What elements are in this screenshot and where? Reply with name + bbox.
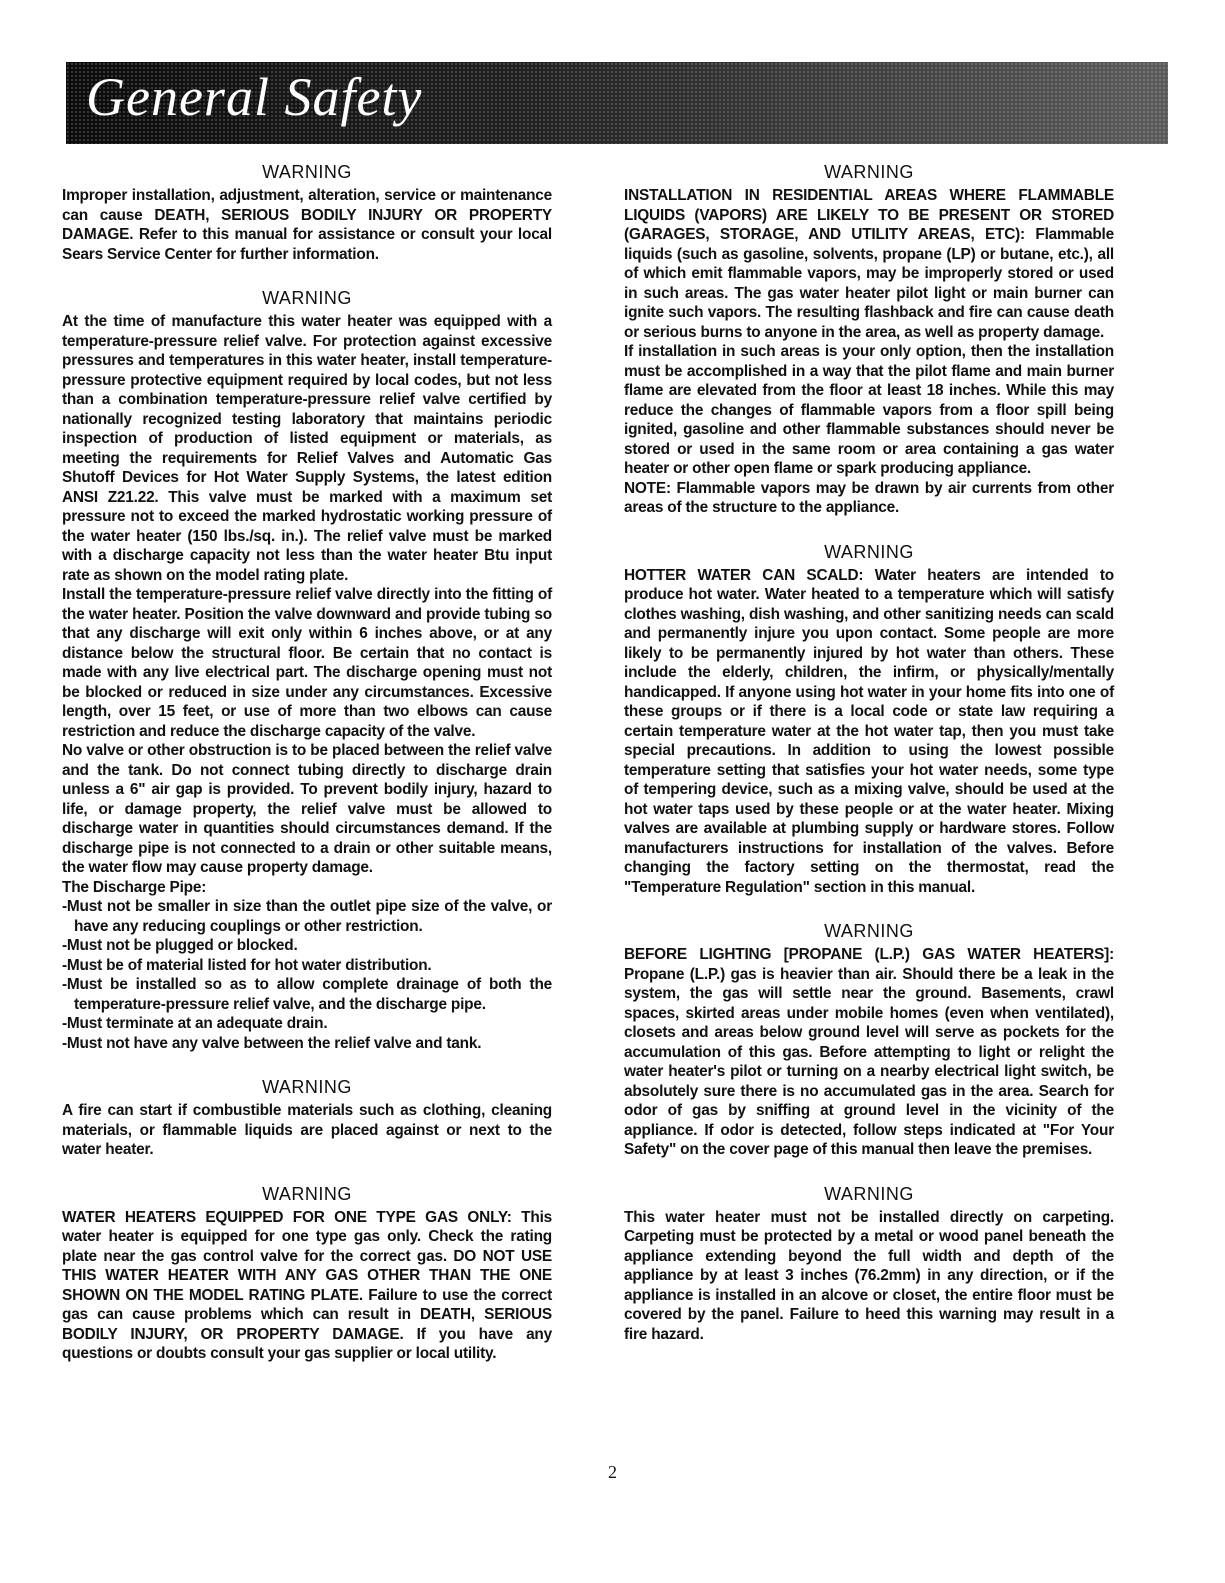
warning-text: At the time of manufacture this water heater was equipped with a temperature-pressure relief valve. For protection against excessive pressures and temperatures in this water heater, install temperature-pressure protective equipment required by local codes, but not less than a combination temperature-pressure relief valve certified by nationally recognized testing laboratory that maintains periodic inspection of production of listed equipment or materials, as meeting the requirements for Relief Valves and Automatic Gas Shutoff Devices for Hot Water Supply Systems, the latest edition ANSI Z21.22. This valve must be marked with a maximum set pressure not to exceed the marked hydrostatic working pressure of the water heater (150 lbs./sq. in.). The relief valve must be marked with a discharge capacity not less than the water heater Btu input rate as shown on the model rating plate. <box>62 313 552 584</box>
list-item: -Must terminate at an adequate drain. <box>62 1015 328 1032</box>
warning-text: WATER HEATERS EQUIPPED FOR ONE TYPE GAS ONLY: This water heater is equipped for one type gas only. Check the rating plate near the gas control valve for the correct gas. DO NOT USE THIS WATER HEATER WITH ANY GAS OTHER THAN THE ONE SHOWN ON THE MODEL RATING PLATE. Failure to use the correct gas can cause problems which can result in DEATH, SERIOUS BODILY INJURY, OR PROPERTY DAMAGE. If you have any questions or doubts consult your gas supplier or local utility. <box>62 1208 552 1362</box>
left-column <box>62 160 552 1386</box>
warning-heading: WARNING <box>824 162 914 182</box>
warning-section <box>62 286 552 1053</box>
page-title: General Safety <box>86 67 423 127</box>
warning-text: If installation in such areas is your only option, then the installation must be accomplished in a way that the pilot flame and main burner flame are elevated from the floor at least 18 inches. While this may reduce the changes of flammable vapors from a floor spill being ignited, gasoline and other flammable substances should never be stored or used in the same room or area containing a gas water heater or other open flame or spark producing appliance. <box>624 343 1114 477</box>
list-item: -Must be installed so as to allow complete drainage of both the temperature-pressure relief valve, and the discharge pipe. <box>62 976 552 1013</box>
warning-text: INSTALLATION IN RESIDENTIAL AREAS WHERE FLAMMABLE LIQUIDS (VAPORS) ARE LIKELY TO BE PRESENT OR STORED (GARAGES, STORAGE, AND UTILITY AREAS, ETC): Flammable liquids (such as gasoline, solvents, propane (LP) or butane, etc.), all of which emit flammable vapors, may be improperly stored or used in such areas. The gas water heater pilot light or main burner can ignite such vapors. The resulting flashback and fire can cause death or serious burns to anyone in the area, as well as property damage. <box>624 187 1114 341</box>
header-banner <box>66 62 1168 144</box>
warning-section <box>624 1182 1114 1345</box>
warning-heading: WARNING <box>262 1077 352 1097</box>
warning-heading: WARNING <box>824 541 914 562</box>
warning-section <box>62 1182 552 1364</box>
warning-text: A fire can start if combustible materials such as clothing, cleaning materials, or flammable liquids are placed against or next to the water heater. <box>62 1102 552 1158</box>
warning-heading: WARNING <box>262 162 352 182</box>
warning-section <box>624 919 1114 1160</box>
warning-heading: WARNING <box>824 1183 914 1204</box>
discharge-pipe-label: The Discharge Pipe: <box>62 878 207 896</box>
warning-text: BEFORE LIGHTING [PROPANE (L.P.) GAS WATER HEATERS]: Propane (L.P.) gas is heavier than air. Should there be a leak in the system, the gas will settle near the ground. Basements, crawl spaces, skirted areas under mobile homes (even when ventilated), closets and areas below ground level will serve as pockets for the accumulation of this gas. Before attempting to light or relight the water heater's pilot or turning on a nearby electrical light switch, be absolutely sure there is no accumulated gas in the area. Search for odor of gas by sniffing at ground level in the vicinity of the appliance. If odor is detected, follow steps indicated at "For Your Safety" on the cover page of this manual then leave the premises. <box>624 946 1114 1158</box>
warning-heading: WARNING <box>824 921 914 941</box>
warning-heading: WARNING <box>262 1183 352 1204</box>
warning-section <box>62 1075 552 1160</box>
warning-text: Install the temperature-pressure relief valve directly into the fitting of the water heater. Position the valve downward and provide tubing so that any discharge will exit only within 6 inches above, or at any distance below the structural floor. Be certain that no contact is made with any live electrical part. The discharge opening must not be blocked or reduced in size under any circumstances. Excessive length, over 15 feet, or use of more than two elbows can cause restriction and reduce the discharge capacity of the valve. <box>62 586 552 740</box>
list-item: -Must not have any valve between the relief valve and tank. <box>62 1034 482 1052</box>
list-item: -Must not be plugged or blocked. <box>62 937 298 954</box>
right-column <box>624 160 1114 1366</box>
warning-section <box>624 540 1114 898</box>
list-item: -Must be of material listed for hot water distribution. <box>62 956 432 974</box>
warning-section <box>62 160 552 264</box>
page-number: 2 <box>608 1462 617 1482</box>
warning-heading: WARNING <box>262 288 352 308</box>
warning-text: This water heater must not be installed directly on carpeting. Carpeting must be protected by a metal or wood panel beneath the appliance extending beyond the full width and depth of the appliance by at least 3 inches (76.2mm) in any direction, or if the appliance is installed in an alcove or closet, the entire floor must be covered by the panel. Failure to heed this warning may result in a fire hazard. <box>624 1208 1114 1343</box>
warning-text: Improper installation, adjustment, alteration, service or maintenance can cause DEATH, SERIOUS BODILY INJURY OR PROPERTY DAMAGE. Refer to this manual for assistance or consult your local Sears Service Center for further information. <box>62 187 552 263</box>
list-item: -Must not be smaller in size than the outlet pipe size of the valve, or have any reducing couplings or other restriction. <box>62 898 552 935</box>
warning-text: HOTTER WATER CAN SCALD: Water heaters are intended to produce hot water. Water heated to a temperature which will satisfy clothes washing, dish washing, and other sanitizing needs can scald and permanently injure you upon contact. Some people are more likely to be permanently injured by hot water than others. These include the elderly, children, the infirm, or physically/mentally handicapped. If anyone using hot water in your home fits into one of these groups or if there is a local code or state law requiring a certain temperature water at the hot water tap, then you must take special precautions. In addition to using the lowest possible temperature setting that satisfies your hot water needs, some type of tempering device, such as a mixing valve, should be used at the hot water taps used by these people or at the water heater. Mixing valves are available at plumbing supply or hardware stores. Follow manufacturers instructions for installation of the valves. Before changing the factory setting on the thermostat, read the "Temperature Regulation" section in this manual. <box>624 566 1114 896</box>
warning-section <box>624 160 1114 518</box>
note-text: NOTE: Flammable vapors may be drawn by air currents from other areas of the structure to the appliance. <box>624 479 1114 516</box>
warning-text: No valve or other obstruction is to be placed between the relief valve and the tank. Do not connect tubing directly to discharge drain unless a 6" air gap is provided. To prevent bodily injury, hazard to life, or damage property, the relief valve must be allowed to discharge water in quantities should circumstances demand. If the discharge pipe is not connected to a drain or other suitable means, the water flow may cause property damage. <box>62 742 552 876</box>
